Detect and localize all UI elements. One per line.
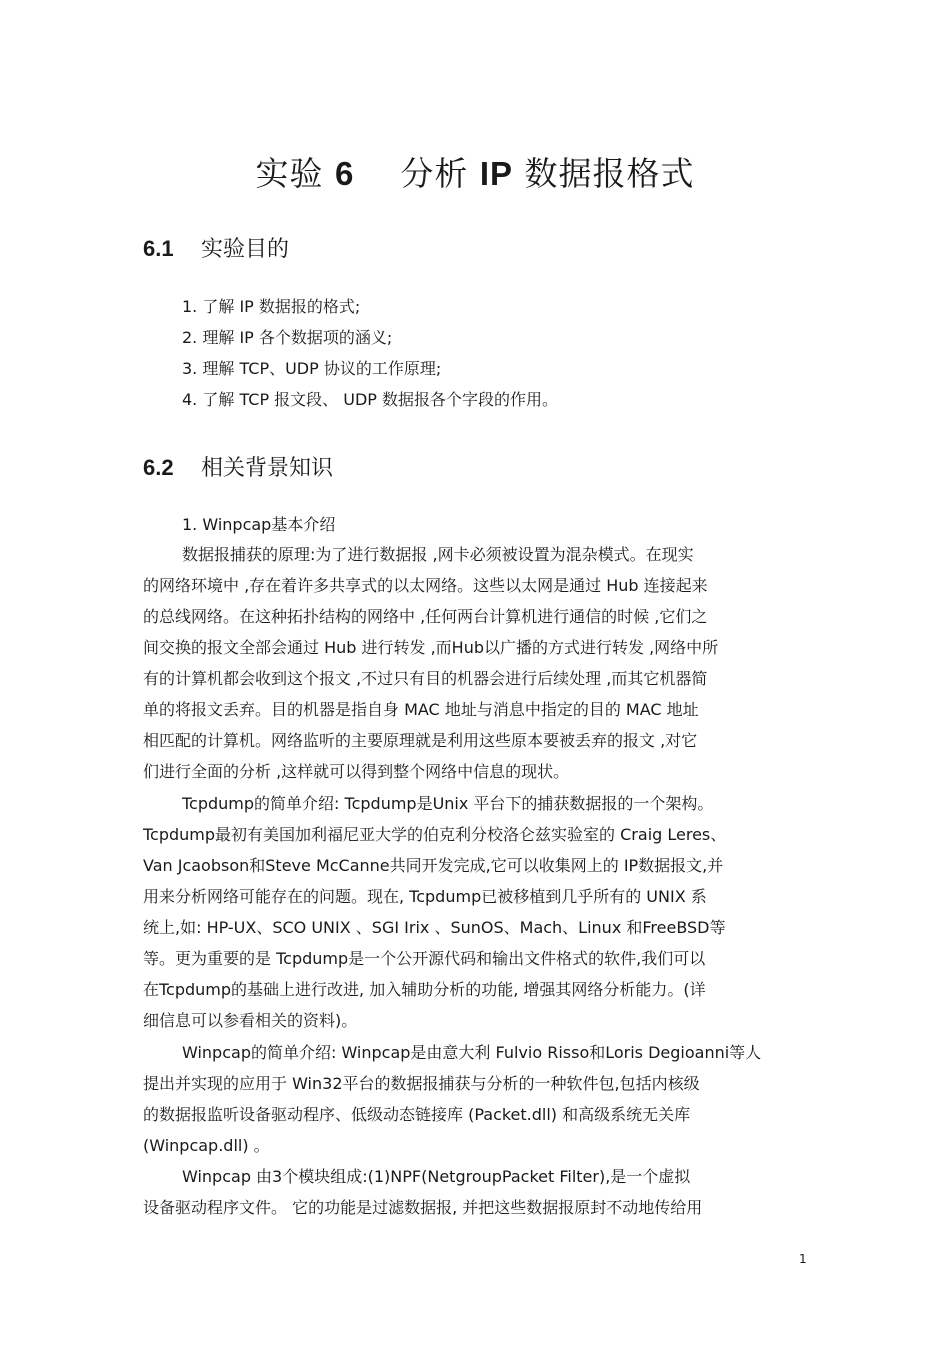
section-label: 实验目的 [201,237,290,262]
paragraph-line: 的网络环境中 ,存在着许多共享式的以太网络。这些以太网是通过 Hub 连接起来 [143,576,708,595]
list-item: 3. 理解 TCP、UDP 协议的工作原理; [182,359,442,378]
section-heading-objectives [143,232,289,263]
title-part-4: IP [479,155,513,192]
paragraph-line: 数据报捕获的原理:为了进行数据报 ,网卡必须被设置为混杂模式。在现实 [182,545,694,564]
section-heading-background [143,451,333,482]
paragraph-line: 的数据报监听设备驱动程序、低级动态链接库 (Packet.dll) 和高级系统无关库 [143,1105,691,1124]
title-part-5: 数据报格式 [524,154,695,193]
paragraph-line: 提出并实现的应用于 Win32平台的数据报捕获与分析的一种软件包,包括内核级 [143,1074,700,1093]
objectives-list [182,296,558,420]
title-part-1: 实验 [255,154,324,193]
paragraph-capture-principle [143,544,807,792]
paragraph-line: 在Tcpdump的基础上进行改进, 加入辅助分析的功能, 增强其网络分析能力。(详 [143,980,706,999]
paragraph-line: Tcpdump的简单介绍: Tcpdump是Unix 平台下的捕获数据报的一个架构。 [182,794,714,813]
paragraph-line: 有的计算机都会收到这个报文 ,不过只有目的机器会进行后续处理 ,而其它机器简 [143,669,708,688]
paragraph-line: Van Jcaobson和Steve McCanne共同开发完成,它可以收集网上的 IP数据报文,并 [143,856,724,875]
title-part-3: 分析 [400,154,469,193]
paragraph-line: (Winpcap.dll) 。 [143,1136,270,1155]
paragraph-line: Winpcap的简单介绍: Winpcap是由意大利 Fulvio Risso和Loris Degioanni等人 [182,1043,762,1062]
paragraph-line: 的总线网络。在这种拓扑结构的网络中 ,任何两台计算机进行通信的时候 ,它们之 [143,607,708,626]
paragraph-line: 们进行全面的分析 ,这样就可以得到整个网络中信息的现状。 [143,762,570,781]
title-part-2: 6 [334,155,355,192]
section-number: 6.2 [143,455,174,480]
paragraph-line: 间交换的报文全部会通过 Hub 进行转发 ,而Hub以广播的方式进行转发 ,网络中所 [143,638,719,657]
paragraph-winpcap-modules [143,1166,807,1228]
section-number: 6.1 [143,236,174,261]
subheading: 1. Winpcap基本介绍 [182,515,336,534]
page-number: 1 [799,1252,807,1266]
paragraph-line: 相匹配的计算机。网络监听的主要原理就是利用这些原本要被丢弃的报文 ,对它 [143,731,698,750]
paragraph-line: 等。更为重要的是 Tcpdump是一个公开源代码和输出文件格式的软件,我们可以 [143,949,706,968]
paragraph-line: 单的将报文丢弃。目的机器是指自身 MAC 地址与消息中指定的目的 MAC 地址 [143,700,699,719]
paragraph-line: 统上,如: HP-UX、SCO UNIX 、SGI Irix 、SunOS、Mach、Linux 和FreeBSD等 [143,918,726,937]
paragraph-line: 细信息可以参看相关的资料)。 [143,1011,358,1030]
list-item: 1. 了解 IP 数据报的格式; [182,297,361,316]
page-title [0,148,950,195]
section-label: 相关背景知识 [201,456,334,481]
paragraph-line: Tcpdump最初有美国加利福尼亚大学的伯克利分校洛仑兹实验室的 Craig Leres、 [143,825,727,844]
paragraph-line: 设备驱动程序文件。 它的功能是过滤数据报, 并把这些数据报原封不动地传给用 [143,1198,703,1217]
paragraph-line: Winpcap 由3个模块组成:(1)NPF(NetgroupPacket Filter),是一个虚拟 [182,1167,691,1186]
list-item: 4. 了解 TCP 报文段、 UDP 数据报各个字段的作用。 [182,390,559,409]
paragraph-tcpdump [143,793,807,1041]
paragraph-winpcap [143,1042,807,1166]
list-item: 2. 理解 IP 各个数据项的涵义; [182,328,393,347]
paragraph-line: 用来分析网络可能存在的问题。现在, Tcpdump已被移植到几乎所有的 UNIX 系 [143,887,707,906]
